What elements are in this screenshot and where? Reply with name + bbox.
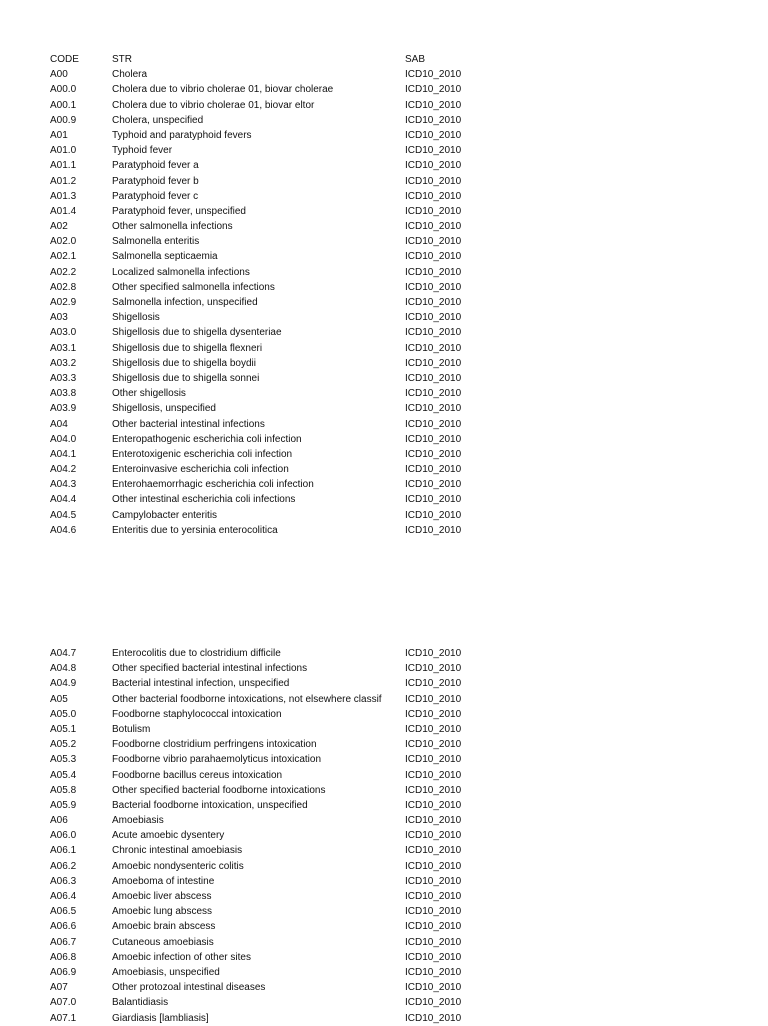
table-row <box>0 692 768 707</box>
str-cell: Cholera due to vibrio cholerae 01, biovar eltor <box>112 99 315 111</box>
str-cell: Bacterial foodborne intoxication, unspecified <box>112 799 308 811</box>
sab-cell: ICD10_2010 <box>405 723 462 735</box>
str-cell: Giardiasis [lambliasis] <box>112 1012 209 1024</box>
code-cell: A03.0 <box>50 327 77 339</box>
str-cell: Acute amoebic dysentery <box>112 830 225 842</box>
sab-cell: ICD10_2010 <box>405 312 462 324</box>
table-row <box>0 995 768 1010</box>
str-cell: Other shigellosis <box>112 388 186 400</box>
sab-cell: ICD10_2010 <box>405 84 462 96</box>
table-row <box>0 371 768 386</box>
code-cell: A05 <box>50 693 68 705</box>
str-cell: Salmonella enteritis <box>112 236 200 248</box>
table-row <box>0 143 768 158</box>
table-row <box>0 386 768 401</box>
sab-cell: ICD10_2010 <box>405 221 462 233</box>
str-cell: Cholera, unspecified <box>112 114 204 126</box>
table-row <box>0 432 768 447</box>
code-cell: A05.3 <box>50 754 77 766</box>
str-cell: Other bacterial intestinal infections <box>112 418 265 430</box>
str-cell: Amoebic infection of other sites <box>112 951 251 963</box>
sab-cell: ICD10_2010 <box>405 99 462 111</box>
table-row <box>0 401 768 416</box>
sab-cell: ICD10_2010 <box>405 388 462 400</box>
table-row <box>0 950 768 965</box>
code-cell: A06.6 <box>50 921 77 933</box>
code-cell: A06.1 <box>50 845 77 857</box>
code-cell: A06.4 <box>50 891 77 902</box>
table-row <box>0 798 768 813</box>
str-cell: Salmonella septicaemia <box>112 251 218 263</box>
table-row <box>0 965 768 980</box>
sab-cell: ICD10_2010 <box>405 160 462 172</box>
sab-cell: ICD10_2010 <box>405 860 462 872</box>
str-cell: Other specified bacterial intestinal infections <box>112 663 308 675</box>
sab-cell: ICD10_2010 <box>405 524 462 536</box>
code-cell: A06.7 <box>50 936 77 948</box>
str-cell: Shigellosis due to shigella flexneri <box>112 342 263 354</box>
code-cell: A02.2 <box>50 266 77 278</box>
str-cell: Salmonella infection, unspecified <box>112 297 258 308</box>
code-cell: A03 <box>50 312 68 324</box>
sab-cell: ICD10_2010 <box>405 266 462 278</box>
str-cell: Chronic intestinal amoebiasis <box>112 845 243 857</box>
str-cell: Paratyphoid fever c <box>112 190 199 202</box>
table-row <box>0 722 768 737</box>
str-cell: Amoebic lung abscess <box>112 906 213 918</box>
sab-cell: ICD10_2010 <box>405 906 462 918</box>
table-row <box>0 676 768 691</box>
str-cell: Cutaneous amoebiasis <box>112 936 214 948</box>
sab-cell: ICD10_2010 <box>405 1012 462 1024</box>
str-cell: Other specified bacterial foodborne intoxications <box>112 784 326 796</box>
code-cell: A03.3 <box>50 372 77 384</box>
str-cell: Foodborne vibrio parahaemolyticus intoxication <box>112 754 322 766</box>
code-cell: A05.8 <box>50 784 77 796</box>
table-row <box>0 356 768 371</box>
sab-cell: ICD10_2010 <box>405 372 462 384</box>
str-cell: Bacterial intestinal infection, unspecified <box>112 678 290 690</box>
str-cell: Shigellosis due to shigella sonnei <box>112 372 260 384</box>
table-row <box>0 768 768 783</box>
str-cell: Typhoid fever <box>112 145 173 157</box>
str-cell: Amoebiasis <box>112 815 164 827</box>
code-cell: A03.9 <box>50 403 77 415</box>
str-cell: Other salmonella infections <box>112 221 233 233</box>
table-row <box>0 280 768 295</box>
str-cell: Localized salmonella infections <box>112 266 250 278</box>
sab-cell: ICD10_2010 <box>405 982 462 994</box>
column-header-str: STR <box>112 54 132 65</box>
sab-cell: ICD10_2010 <box>405 403 462 415</box>
str-cell: Foodborne clostridium perfringens intoxication <box>112 739 317 751</box>
str-cell: Cholera due to vibrio cholerae 01, biovar cholerae <box>112 84 334 96</box>
code-cell: A01.4 <box>50 205 77 217</box>
rows-top <box>0 67 768 538</box>
code-cell: A07 <box>50 982 68 994</box>
sab-cell: ICD10_2010 <box>405 190 462 202</box>
table-row <box>0 158 768 173</box>
code-cell: A00 <box>50 69 68 81</box>
table-row <box>0 462 768 477</box>
sab-cell: ICD10_2010 <box>405 708 462 720</box>
str-cell: Other bacterial foodborne intoxications, not elsewhere classif <box>112 693 382 705</box>
str-cell: Botulism <box>112 723 151 735</box>
code-cell: A07.0 <box>50 997 77 1009</box>
sab-cell: ICD10_2010 <box>405 921 462 933</box>
table-row <box>0 935 768 950</box>
table-row <box>0 310 768 325</box>
code-cell: A02 <box>50 221 68 233</box>
str-cell: Amoebic nondysenteric colitis <box>112 860 244 872</box>
str-cell: Paratyphoid fever b <box>112 175 199 187</box>
sab-cell: ICD10_2010 <box>405 966 462 978</box>
code-cell: A02.9 <box>50 297 77 308</box>
table-row <box>0 341 768 356</box>
code-cell: A04.9 <box>50 678 77 690</box>
code-cell: A04.4 <box>50 494 77 506</box>
code-cell: A04.5 <box>50 509 77 521</box>
code-cell: A05.4 <box>50 769 77 781</box>
table-row <box>0 859 768 874</box>
sab-cell: ICD10_2010 <box>405 251 462 263</box>
code-cell: A00.0 <box>50 84 77 96</box>
str-cell: Other specified salmonella infections <box>112 281 275 293</box>
str-cell: Enterocolitis due to clostridium difficile <box>112 648 281 659</box>
str-cell: Amoebiasis, unspecified <box>112 966 220 978</box>
sab-cell: ICD10_2010 <box>405 433 462 445</box>
str-cell: Foodborne staphylococcal intoxication <box>112 708 282 720</box>
code-cell: A04.0 <box>50 433 77 445</box>
code-cell: A03.8 <box>50 388 77 400</box>
code-cell: A05.0 <box>50 708 77 720</box>
str-cell: Other protozoal intestinal diseases <box>112 982 266 994</box>
sab-cell: ICD10_2010 <box>405 936 462 948</box>
code-cell: A06 <box>50 815 68 827</box>
str-cell: Campylobacter enteritis <box>112 509 218 521</box>
code-cell: A07.1 <box>50 1012 77 1024</box>
sab-cell: ICD10_2010 <box>405 281 462 293</box>
table-row <box>0 295 768 310</box>
sab-cell: ICD10_2010 <box>405 815 462 827</box>
sab-cell: ICD10_2010 <box>405 145 462 157</box>
str-cell: Shigellosis due to shigella boydii <box>112 357 256 369</box>
str-cell: Enterohaemorrhagic escherichia coli infection <box>112 479 314 491</box>
sab-cell: ICD10_2010 <box>405 663 462 675</box>
code-cell: A04 <box>50 418 68 430</box>
table-row <box>0 646 768 661</box>
column-header-code: CODE <box>50 54 79 65</box>
table-block-top <box>0 52 768 538</box>
str-cell: Shigellosis, unspecified <box>112 403 216 415</box>
table-row <box>0 843 768 858</box>
sab-cell: ICD10_2010 <box>405 799 462 811</box>
table-row <box>0 492 768 507</box>
code-cell: A02.8 <box>50 281 77 293</box>
sab-cell: ICD10_2010 <box>405 784 462 796</box>
sab-cell: ICD10_2010 <box>405 297 462 308</box>
code-cell: A00.9 <box>50 114 77 126</box>
sab-cell: ICD10_2010 <box>405 648 462 659</box>
table-row <box>0 265 768 280</box>
sab-cell: ICD10_2010 <box>405 236 462 248</box>
code-cell: A04.8 <box>50 663 77 675</box>
sab-cell: ICD10_2010 <box>405 69 462 81</box>
table-row <box>0 783 768 798</box>
sab-cell: ICD10_2010 <box>405 327 462 339</box>
sab-cell: ICD10_2010 <box>405 754 462 766</box>
table-row <box>0 737 768 752</box>
code-cell: A04.3 <box>50 479 77 491</box>
code-cell: A05.1 <box>50 723 77 735</box>
table-block-bottom <box>0 646 768 1026</box>
code-cell: A01.0 <box>50 145 77 157</box>
table-row <box>0 234 768 249</box>
sab-cell: ICD10_2010 <box>405 175 462 187</box>
sab-cell: ICD10_2010 <box>405 479 462 491</box>
str-cell: Enterotoxigenic escherichia coli infection <box>112 448 293 460</box>
sab-cell: ICD10_2010 <box>405 129 462 141</box>
sab-cell: ICD10_2010 <box>405 205 462 217</box>
str-cell: Amoebic brain abscess <box>112 921 216 933</box>
table-row <box>0 98 768 113</box>
table-row <box>0 889 768 904</box>
sab-cell: ICD10_2010 <box>405 114 462 126</box>
sab-cell: ICD10_2010 <box>405 769 462 781</box>
sab-cell: ICD10_2010 <box>405 951 462 963</box>
str-cell: Cholera <box>112 69 148 81</box>
sab-cell: ICD10_2010 <box>405 509 462 521</box>
table-row <box>0 67 768 82</box>
table-row <box>0 904 768 919</box>
table-row <box>0 980 768 995</box>
code-cell: A03.1 <box>50 342 77 354</box>
code-cell: A01 <box>50 129 68 141</box>
sab-cell: ICD10_2010 <box>405 418 462 430</box>
table-row <box>0 189 768 204</box>
str-cell: Shigellosis due to shigella dysenteriae <box>112 327 282 339</box>
str-cell: Typhoid and paratyphoid fevers <box>112 129 252 141</box>
table-row <box>0 523 768 538</box>
table-row <box>0 919 768 934</box>
header-row <box>0 52 768 67</box>
table-row <box>0 661 768 676</box>
code-cell: A01.1 <box>50 160 77 172</box>
table-row <box>0 508 768 523</box>
code-cell: A06.8 <box>50 951 77 963</box>
table-row <box>0 813 768 828</box>
table-row <box>0 477 768 492</box>
code-cell: A02.1 <box>50 251 77 263</box>
table-row <box>0 828 768 843</box>
code-cell: A05.2 <box>50 739 77 751</box>
sab-cell: ICD10_2010 <box>405 693 462 705</box>
str-cell: Amoebic liver abscess <box>112 891 212 902</box>
sab-cell: ICD10_2010 <box>405 891 462 902</box>
table-row <box>0 447 768 462</box>
sab-cell: ICD10_2010 <box>405 875 462 887</box>
str-cell: Amoeboma of intestine <box>112 875 215 887</box>
str-cell: Enteroinvasive escherichia coli infection <box>112 464 289 476</box>
str-cell: Shigellosis <box>112 312 160 324</box>
code-cell: A06.0 <box>50 830 77 842</box>
sab-cell: ICD10_2010 <box>405 494 462 506</box>
code-cell: A04.6 <box>50 524 77 536</box>
code-cell: A06.3 <box>50 875 77 887</box>
table-row <box>0 174 768 189</box>
table-row <box>0 874 768 889</box>
table-row <box>0 113 768 128</box>
code-cell: A04.2 <box>50 464 77 476</box>
code-cell: A05.9 <box>50 799 77 811</box>
table-row <box>0 128 768 143</box>
sab-cell: ICD10_2010 <box>405 997 462 1009</box>
table-row <box>0 82 768 97</box>
sab-cell: ICD10_2010 <box>405 739 462 751</box>
sab-cell: ICD10_2010 <box>405 678 462 690</box>
table-row <box>0 325 768 340</box>
str-cell: Enteropathogenic escherichia coli infection <box>112 433 302 445</box>
str-cell: Other intestinal escherichia coli infections <box>112 494 296 506</box>
table-row <box>0 219 768 234</box>
str-cell: Foodborne bacillus cereus intoxication <box>112 769 283 781</box>
code-cell: A03.2 <box>50 357 77 369</box>
str-cell: Paratyphoid fever a <box>112 160 199 172</box>
table-row <box>0 752 768 767</box>
column-header-sab: SAB <box>405 54 426 65</box>
sab-cell: ICD10_2010 <box>405 448 462 460</box>
table-row <box>0 417 768 432</box>
sab-cell: ICD10_2010 <box>405 830 462 842</box>
str-cell: Enteritis due to yersinia enterocolitica <box>112 524 278 536</box>
table-row <box>0 1011 768 1026</box>
table-row <box>0 204 768 219</box>
code-cell: A04.7 <box>50 648 77 659</box>
code-cell: A01.3 <box>50 190 77 202</box>
sab-cell: ICD10_2010 <box>405 464 462 476</box>
str-cell: Balantidiasis <box>112 997 169 1009</box>
sab-cell: ICD10_2010 <box>405 845 462 857</box>
code-cell: A06.9 <box>50 966 77 978</box>
table-row <box>0 707 768 722</box>
sab-cell: ICD10_2010 <box>405 357 462 369</box>
table-row <box>0 249 768 264</box>
rows-bottom <box>0 646 768 1026</box>
code-cell: A06.2 <box>50 860 77 872</box>
code-cell: A01.2 <box>50 175 77 187</box>
code-cell: A00.1 <box>50 99 77 111</box>
str-cell: Paratyphoid fever, unspecified <box>112 205 246 217</box>
code-cell: A04.1 <box>50 448 77 460</box>
code-cell: A06.5 <box>50 906 77 918</box>
sab-cell: ICD10_2010 <box>405 342 462 354</box>
code-cell: A02.0 <box>50 236 77 248</box>
